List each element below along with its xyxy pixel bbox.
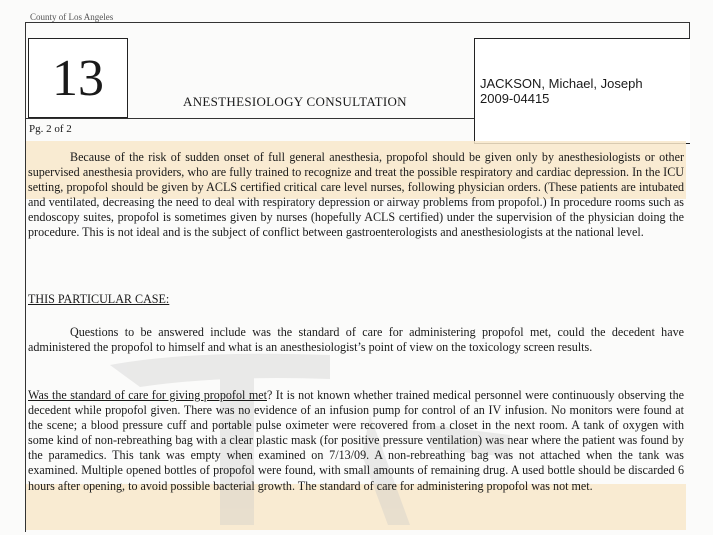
page-label-rule xyxy=(26,118,474,139)
section-heading-container xyxy=(28,292,684,307)
case-number: 13 xyxy=(52,49,104,107)
body-paragraph-2-container xyxy=(28,325,684,355)
case-number-box xyxy=(28,38,128,118)
body-paragraph-1-container xyxy=(28,150,684,241)
page-label: Pg. 2 of 2 xyxy=(29,123,72,135)
body-paragraph-3-container xyxy=(28,388,684,494)
question-answer: ? It is not known whether trained medical personnel were continuously observing the decedent while propofol given. There was no evidence of an infusion pump for control of an IV infusion. No monitors were found at the scene; a blood pressure cuff and portable pulse oximeter were recovered from a closet in the next room. A tank of oxygen with some kind of non-rebreathing bag with a clear plastic mask (for positive pressure ventilation) was near where the patient was found by the paramedics. This tank was empty when examined on 7/13/09. A non-rebreathing bag was not attached when the tank was examined. Multiple opened bottles of propofol were found, with small amounts of remaining drug. A used bottle should be discarded 6 hours after opening, to avoid possible bacterial growth. The standard of care for administering propofol was not met. xyxy=(28,388,684,493)
patient-id: 2009-04415 xyxy=(480,91,550,106)
section-heading: THIS PARTICULAR CASE: xyxy=(28,292,170,306)
patient-name: JACKSON, Michael, Joseph xyxy=(480,76,643,91)
body-paragraph-1: Because of the risk of sudden onset of full general anesthesia, propofol should be given only by anesthesiologists or other supervised anesthesia providers, who are fully trained to recognize and treat the possible respiratory and cardiac depression. In the ICU setting, propofol should be given by ACLS certified critical care level nurses, following physician orders. (These patients are intubated and ventilated, decreasing the need to deal with respiratory depression or airway problems from propofol.) In procedure rooms such as endoscopy suites, propofol is sometimes given by nurses (hopefully ACLS certified) under the supervision of the physician doing the procedure. This is not ideal and is the subject of conflict between gastroenterologists and anesthesiologists at the national level. xyxy=(28,150,684,240)
running-header: County of Los Angeles xyxy=(30,12,114,22)
frame-left-rule xyxy=(25,22,26,532)
patient-info-box xyxy=(474,38,690,144)
document-title: ANESTHESIOLOGY CONSULTATION xyxy=(183,94,407,109)
body-paragraph-3 xyxy=(28,388,684,494)
body-paragraph-2: Questions to be answered include was the standard of care for administering propofol met, could the decedent have administered the propofol to himself and what is an anesthesiologist’s point of view on the toxicology screen results. xyxy=(28,325,684,355)
question-lead: Was the standard of care for giving propofol met xyxy=(28,388,267,402)
frame-top-rule xyxy=(25,22,690,23)
